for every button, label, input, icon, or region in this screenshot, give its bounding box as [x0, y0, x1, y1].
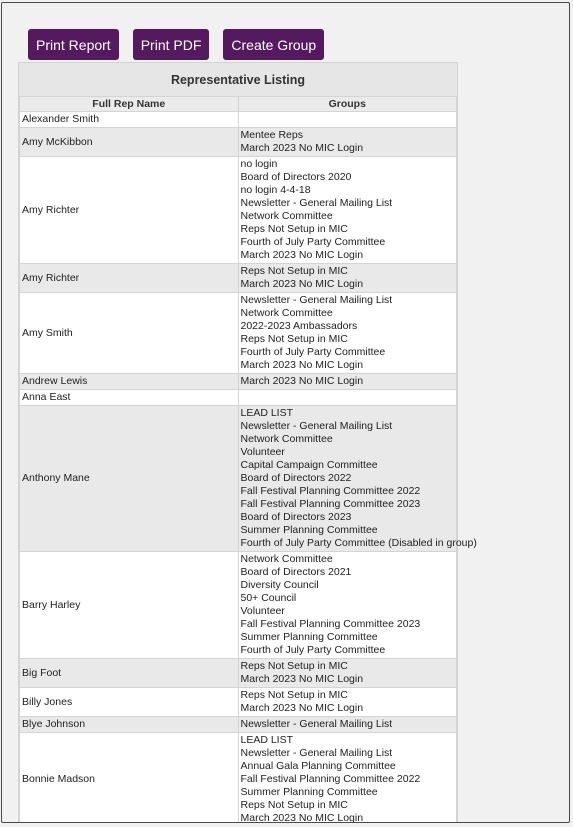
rep-name-cell: Billy Jones	[20, 688, 239, 717]
group-item: March 2023 No MIC Login	[240, 142, 364, 154]
group-item: Reps Not Setup in MIC	[240, 689, 348, 701]
table-row	[20, 157, 457, 264]
group-item: Reps Not Setup in MIC	[240, 265, 348, 277]
groups-cell	[238, 406, 477, 552]
table-header-row	[20, 97, 457, 112]
report-window	[1, 2, 570, 823]
rep-name-cell: Anna East	[20, 390, 239, 406]
group-item: Network Committee	[240, 210, 333, 222]
group-item: Fall Festival Planning Committee 2022	[240, 485, 421, 497]
group-item: no login 4-4-18	[240, 184, 311, 196]
group-item: Reps Not Setup in MIC	[240, 799, 348, 811]
groups-cell	[238, 659, 457, 688]
group-item: 2022-2023 Ambassadors	[240, 320, 358, 332]
rep-name-cell: Amy McKibbon	[20, 128, 239, 157]
group-item: Summer Planning Committee	[240, 631, 378, 643]
print-report-button[interactable]: Print Report	[28, 29, 119, 60]
rep-name-cell: Amy Smith	[20, 293, 239, 374]
rep-name-cell: Alexander Smith	[20, 112, 239, 128]
group-item: Newsletter - General Mailing List	[240, 294, 393, 306]
group-item: Newsletter - General Mailing List	[240, 718, 393, 730]
group-item: Network Committee	[240, 307, 333, 319]
print-pdf-button[interactable]: Print PDF	[133, 29, 210, 60]
group-item: March 2023 No MIC Login	[240, 359, 364, 371]
groups-cell	[238, 264, 457, 293]
groups-cell	[238, 112, 457, 128]
groups-cell	[238, 157, 457, 264]
group-item: LEAD LIST	[240, 407, 294, 419]
group-item: March 2023 No MIC Login	[240, 673, 364, 685]
rep-name-cell: Andrew Lewis	[20, 374, 239, 390]
table-row	[20, 390, 457, 406]
group-item: Board of Directors 2021	[240, 566, 352, 578]
rep-name-cell: Barry Harley	[20, 552, 239, 659]
table-title: Representative Listing	[170, 72, 306, 87]
table-row	[20, 293, 457, 374]
group-item: Board of Directors 2023	[240, 511, 352, 523]
groups-cell	[238, 552, 457, 659]
table-row	[20, 264, 457, 293]
group-item: Fall Festival Planning Committee 2023	[240, 498, 421, 510]
column-header-full-rep-name: Full Rep Name	[20, 97, 239, 112]
group-item: no login	[240, 158, 278, 170]
table-row	[20, 733, 457, 824]
group-item: Network Committee	[240, 553, 333, 565]
group-item: Newsletter - General Mailing List	[240, 420, 393, 432]
group-item: March 2023 No MIC Login	[240, 375, 364, 387]
rep-name-cell: Anthony Mane	[20, 406, 239, 552]
table-row	[20, 406, 457, 552]
table-row	[20, 112, 457, 128]
rep-name-cell: Big Foot	[20, 659, 239, 688]
group-item: Volunteer	[240, 605, 285, 617]
table-body	[20, 112, 477, 824]
table-row	[20, 717, 457, 733]
group-item: Fall Festival Planning Committee 2022	[240, 773, 421, 785]
groups-cell	[238, 717, 457, 733]
group-item: Network Committee	[240, 433, 333, 445]
groups-cell	[238, 733, 457, 824]
groups-cell	[238, 374, 457, 390]
table-row	[20, 659, 457, 688]
group-item: March 2023 No MIC Login	[240, 249, 364, 261]
group-item: Summer Planning Committee	[240, 786, 378, 798]
group-item: Board of Directors 2022	[240, 472, 352, 484]
group-item: Summer Planning Committee	[240, 524, 378, 536]
group-item: Reps Not Setup in MIC	[240, 660, 348, 672]
group-item: Reps Not Setup in MIC	[240, 223, 348, 235]
rep-name-cell: Amy Richter	[20, 157, 239, 264]
group-item: Reps Not Setup in MIC	[240, 333, 348, 345]
group-item: Board of Directors 2020	[240, 171, 352, 183]
group-item: Fourth of July Party Committee	[240, 644, 386, 656]
group-item: Diversity Council	[240, 579, 319, 591]
group-item: March 2023 No MIC Login	[240, 702, 364, 714]
rep-name-cell: Blye Johnson	[20, 717, 239, 733]
group-item: Mentee Reps	[240, 129, 303, 141]
group-item: Capital Campaign Committee	[240, 459, 378, 471]
groups-cell	[238, 293, 457, 374]
table-row	[20, 374, 457, 390]
group-item: Newsletter - General Mailing List	[240, 197, 393, 209]
table-row	[20, 552, 457, 659]
representative-table	[19, 96, 477, 823]
group-item: Fourth of July Party Committee (Disabled in group)	[240, 537, 477, 549]
group-item: 50+ Council	[240, 592, 297, 604]
group-item: LEAD LIST	[240, 734, 294, 746]
create-group-button[interactable]: Create Group	[223, 29, 324, 60]
table-row	[20, 128, 457, 157]
group-item: Fall Festival Planning Committee 2023	[240, 618, 421, 630]
groups-cell	[238, 688, 457, 717]
group-item: March 2023 No MIC Login	[240, 812, 364, 823]
rep-name-cell: Amy Richter	[20, 264, 239, 293]
group-item: Volunteer	[240, 446, 285, 458]
group-item: Fourth of July Party Committee	[240, 346, 386, 358]
group-item: Annual Gala Planning Committee	[240, 760, 396, 772]
groups-cell	[238, 390, 457, 406]
rep-name-cell: Bonnie Madson	[20, 733, 239, 824]
group-item: Fourth of July Party Committee	[240, 236, 386, 248]
group-item: Newsletter - General Mailing List	[240, 747, 393, 759]
groups-cell	[238, 128, 457, 157]
column-header-groups: Groups	[238, 97, 457, 112]
toolbar	[28, 29, 324, 60]
table-row	[20, 688, 457, 717]
representative-listing-panel	[18, 62, 477, 823]
group-item: March 2023 No MIC Login	[240, 278, 364, 290]
